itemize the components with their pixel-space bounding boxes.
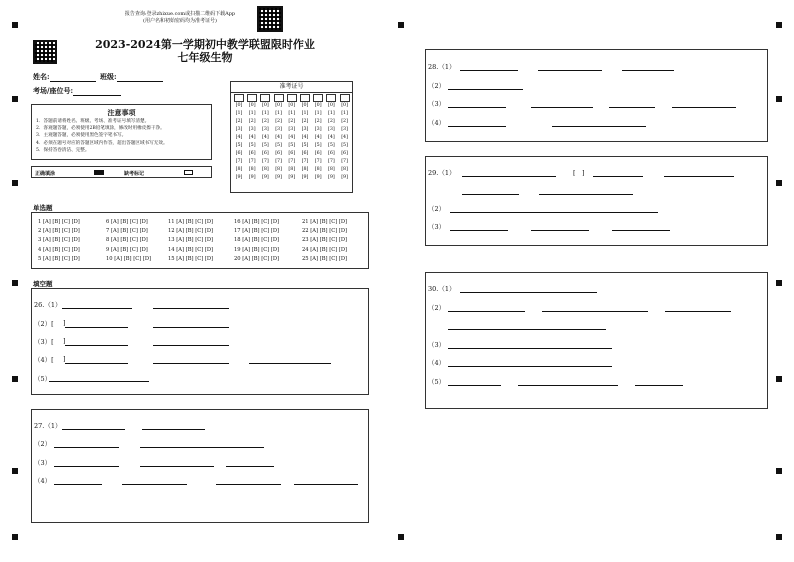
answer-line[interactable]	[249, 363, 331, 364]
exam-number-bubble[interactable]: [1]	[327, 111, 335, 116]
report-notice	[110, 11, 250, 24]
exam-number-column	[260, 94, 270, 182]
choice-question[interactable]: 5 [A] [B] [C] [D]	[38, 255, 80, 262]
exam-number-bubble[interactable]: [3]	[314, 127, 322, 132]
answer-line[interactable]	[226, 466, 274, 467]
exam-number-bubble[interactable]: [7]	[327, 159, 335, 164]
timing-mark	[398, 22, 404, 28]
answer-line[interactable]	[538, 70, 602, 71]
name-line[interactable]	[50, 81, 96, 82]
exam-number-digit-box[interactable]	[247, 94, 257, 102]
answer-line[interactable]	[54, 484, 102, 485]
answer-line[interactable]	[612, 230, 670, 231]
fill-legend	[31, 166, 212, 178]
q27-part3-label: （3）	[34, 459, 52, 467]
attention-item: 1．答题前请将姓名、班级、考场、准考证号填写清楚。	[36, 119, 150, 124]
exam-number-bubble[interactable]: [9]	[301, 175, 309, 180]
timing-mark	[776, 180, 782, 186]
exam-number-column	[326, 94, 336, 182]
exam-number-bubble[interactable]: [2]	[327, 119, 335, 124]
answer-line[interactable]	[140, 466, 214, 467]
choice-question[interactable]: 2 [A] [B] [C] [D]	[38, 228, 80, 235]
exam-number-bubble[interactable]: [1]	[261, 111, 269, 116]
exam-number-bubble[interactable]: [1]	[301, 111, 309, 116]
answer-line[interactable]	[664, 176, 734, 177]
answer-line[interactable]	[531, 230, 589, 231]
exam-number-column	[340, 94, 350, 182]
title-line1: 2023-2024第一学期初中教学联盟限时作业	[95, 38, 315, 51]
answer-line[interactable]	[142, 429, 205, 430]
exam-number-bubble[interactable]: [8]	[341, 167, 348, 172]
q26-part2-label: （2）[	[34, 320, 54, 328]
q26-part1-label: 26.（1）	[34, 301, 62, 309]
exam-number-bubble[interactable]: [2]	[261, 119, 269, 124]
choice-question[interactable]: 17 [A] [B] [C] [D]	[234, 228, 280, 235]
page-title	[90, 38, 320, 64]
exam-number-bubble[interactable]: [6]	[314, 151, 322, 156]
choice-question[interactable]: 3 [A] [B] [C] [D]	[38, 237, 80, 244]
timing-mark	[776, 22, 782, 28]
answer-line[interactable]	[62, 429, 125, 430]
exam-number-bubble[interactable]: [5]	[288, 143, 296, 148]
answer-line[interactable]	[153, 363, 229, 364]
exam-number-digit-box[interactable]	[274, 94, 284, 102]
timing-mark	[12, 468, 18, 474]
exam-number-bubble[interactable]: [4]	[301, 135, 309, 140]
exam-number-bubble[interactable]: [2]	[314, 119, 322, 124]
choice-question[interactable]: 23 [A] [B] [C] [D]	[302, 237, 348, 244]
timing-mark	[12, 22, 18, 28]
question-30-box	[425, 272, 768, 409]
answer-line[interactable]	[672, 107, 736, 108]
answer-line[interactable]	[140, 447, 264, 448]
choice-question[interactable]: 25 [A] [B] [C] [D]	[302, 255, 348, 262]
exam-number-bubble[interactable]: [5]	[341, 143, 348, 148]
exam-number-bubble[interactable]: [3]	[288, 127, 296, 132]
exam-number-bubble[interactable]: [7]	[288, 159, 296, 164]
seat-field[interactable]	[33, 86, 121, 96]
q27-part4-label: （4）	[34, 477, 52, 485]
answer-line[interactable]	[65, 363, 128, 364]
exam-number-column	[247, 94, 257, 182]
exam-number-bubble[interactable]: [9]	[314, 175, 322, 180]
exam-number-bubble[interactable]: [3]	[327, 127, 335, 132]
q26-part2-bracket: ]	[63, 319, 66, 327]
exam-number-bubble[interactable]: [4]	[261, 135, 269, 140]
choice-question[interactable]: 4 [A] [B] [C] [D]	[38, 246, 80, 253]
exam-number-bubble[interactable]: [8]	[248, 167, 256, 172]
timing-mark	[776, 534, 782, 540]
question-26-box	[31, 288, 369, 395]
report-notice-line1: 报告查询:登录zhixue.com或扫描二维码下载App	[124, 11, 236, 17]
timing-mark	[12, 96, 18, 102]
exam-number-bubble[interactable]: [6]	[341, 151, 348, 156]
answer-line[interactable]	[448, 385, 501, 386]
exam-number-bubble[interactable]: [0]	[261, 103, 269, 108]
choice-question[interactable]: 12 [A] [B] [C] [D]	[168, 228, 214, 235]
exam-number-bubble[interactable]: [0]	[327, 103, 335, 108]
exam-number-bubble[interactable]: [8]	[235, 167, 243, 172]
q28-part4-label: （4）	[428, 119, 446, 127]
exam-number-bubble[interactable]: [1]	[288, 111, 296, 116]
q26-part5-label: （5）	[34, 375, 52, 383]
timing-mark	[776, 468, 782, 474]
exam-number-bubble[interactable]: [3]	[235, 127, 243, 132]
q30-part1-label: 30.（1）	[428, 285, 456, 293]
exam-number-column	[300, 94, 310, 182]
choice-question[interactable]: 24 [A] [B] [C] [D]	[302, 246, 348, 253]
exam-number-bubble[interactable]: [1]	[248, 111, 256, 116]
exam-number-bubble[interactable]: [6]	[235, 151, 243, 156]
class-line[interactable]	[117, 81, 163, 82]
exam-number-bubble[interactable]: [5]	[327, 143, 335, 148]
choice-question[interactable]: 9 [A] [B] [C] [D]	[106, 246, 148, 253]
attention-item: 3．主观题答题，必须使用黑色签字笔书写。	[36, 133, 127, 139]
attention-item: 5．保持答卷清洁、完整。	[36, 147, 90, 153]
answer-line[interactable]	[448, 311, 525, 312]
name-field[interactable]	[33, 72, 163, 82]
exam-number-bubble[interactable]: [9]	[341, 175, 348, 180]
exam-number-bubble[interactable]: [0]	[235, 103, 243, 108]
fill-blank-label: 填空题	[33, 280, 53, 288]
exam-number-bubble[interactable]: [7]	[261, 159, 269, 164]
exam-number-bubble[interactable]: [2]	[275, 119, 282, 124]
exam-number-bubble[interactable]: [4]	[288, 135, 296, 140]
exam-number-bubble[interactable]: [5]	[314, 143, 322, 148]
exam-number-digit-box[interactable]	[340, 94, 350, 102]
answer-line[interactable]	[448, 89, 523, 90]
exam-number-column	[234, 94, 244, 182]
timing-mark	[12, 280, 18, 286]
exam-number-digit-box[interactable]	[260, 94, 270, 102]
question-29-box	[425, 156, 768, 246]
exam-number-column	[313, 94, 323, 182]
answer-line[interactable]	[552, 126, 646, 127]
q26-part3-bracket: ]	[63, 337, 66, 345]
timing-mark	[12, 180, 18, 186]
choice-question[interactable]: 16 [A] [B] [C] [D]	[234, 219, 280, 225]
exam-number-bubble[interactable]: [7]	[275, 159, 282, 164]
answer-line[interactable]	[622, 70, 674, 71]
single-choice-label: 单选题	[33, 204, 53, 212]
question-27-box	[31, 409, 369, 523]
q28-part1-label: 28.（1）	[428, 63, 456, 71]
absent-mark-label: 缺考标记	[124, 171, 145, 177]
correct-fill-label: 正确填涂	[35, 171, 56, 177]
choice-question[interactable]: 14 [A] [B] [C] [D]	[168, 246, 214, 253]
exam-number-bubble[interactable]: [8]	[301, 167, 309, 172]
attention-item: 2．客观题答题，必须使用2B铅笔填涂，修改时用橡皮擦干净。	[36, 126, 165, 132]
choice-question[interactable]: 18 [A] [B] [C] [D]	[234, 237, 280, 244]
exam-number-bubble[interactable]: [3]	[275, 127, 282, 132]
exam-number-bubble[interactable]: [7]	[341, 159, 348, 164]
exam-number-bubble[interactable]: [0]	[301, 103, 309, 108]
correct-fill-sample	[94, 170, 104, 175]
app-qr-code	[257, 6, 283, 32]
q30-part4-label: （4）	[428, 359, 446, 367]
timing-mark	[398, 534, 404, 540]
exam-number-digit-box[interactable]	[313, 94, 323, 102]
q30-part3-label: （3）	[428, 341, 446, 349]
exam-number-bubble[interactable]: [6]	[248, 151, 256, 156]
choice-question[interactable]: 13 [A] [B] [C] [D]	[168, 237, 214, 244]
exam-number-bubble[interactable]: [8]	[314, 167, 322, 172]
exam-number-bubble[interactable]: [1]	[341, 111, 348, 116]
q26-part4-bracket: ]	[63, 355, 66, 363]
exam-number-bubble[interactable]: [9]	[248, 175, 256, 180]
title-line2: 七年级生物	[177, 51, 233, 64]
answer-line[interactable]	[448, 348, 612, 349]
exam-number-bubble[interactable]: [8]	[275, 167, 282, 172]
exam-number-bubble[interactable]: [0]	[275, 103, 282, 108]
exam-number-bubble[interactable]: [5]	[248, 143, 256, 148]
exam-number-column	[274, 94, 284, 182]
answer-line[interactable]	[49, 381, 149, 382]
exam-number-digit-box[interactable]	[287, 94, 297, 102]
answer-line[interactable]	[216, 484, 281, 485]
exam-number-digit-box[interactable]	[326, 94, 336, 102]
answer-line[interactable]	[153, 345, 229, 346]
exam-number-bubble[interactable]: [9]	[327, 175, 335, 180]
answer-line[interactable]	[54, 447, 119, 448]
q26-part3-label: （3）[	[34, 338, 54, 346]
exam-number-bubble[interactable]: [2]	[288, 119, 296, 124]
exam-number-bubble[interactable]: [3]	[248, 127, 256, 132]
choice-question[interactable]: 11 [A] [B] [C] [D]	[168, 219, 214, 225]
seat-line[interactable]	[73, 95, 121, 96]
exam-number-bubble[interactable]: [4]	[341, 135, 348, 140]
exam-number-bubble[interactable]: [6]	[275, 151, 282, 156]
choice-question[interactable]: 19 [A] [B] [C] [D]	[234, 246, 280, 253]
answer-line[interactable]	[448, 107, 506, 108]
answer-line[interactable]	[531, 107, 593, 108]
exam-number-bubble[interactable]: [1]	[314, 111, 322, 116]
choice-question[interactable]: 20 [A] [B] [C] [D]	[234, 255, 280, 262]
exam-number-bubble[interactable]: [3]	[341, 127, 348, 132]
q27-part1-label: 27.（1）	[34, 422, 62, 430]
answer-line[interactable]	[450, 212, 658, 213]
exam-number-bubble[interactable]: [0]	[288, 103, 296, 108]
q27-part2-label: （2）	[34, 440, 52, 448]
exam-number-bubble[interactable]: [8]	[327, 167, 335, 172]
answer-line[interactable]	[448, 366, 612, 367]
answer-line[interactable]	[122, 484, 187, 485]
exam-number-bubble[interactable]: [5]	[235, 143, 243, 148]
choice-question[interactable]: 22 [A] [B] [C] [D]	[302, 228, 348, 235]
answer-line[interactable]	[62, 308, 132, 309]
seat-label: 考场/座位号:	[33, 86, 74, 95]
name-label: 姓名:	[33, 72, 50, 81]
exam-number-bubble[interactable]: [2]	[341, 119, 348, 124]
exam-number-bubble[interactable]: [7]	[235, 159, 243, 164]
q28-part3-label: （3）	[428, 100, 446, 108]
timing-mark	[776, 96, 782, 102]
exam-number-box	[230, 81, 353, 193]
answer-line[interactable]	[462, 194, 519, 195]
timing-mark	[776, 280, 782, 286]
exam-number-bubble[interactable]: [5]	[301, 143, 309, 148]
answer-line[interactable]	[153, 308, 229, 309]
sheet-qr-code	[33, 40, 57, 64]
exam-number-bubble[interactable]: [2]	[248, 119, 256, 124]
answer-line[interactable]	[65, 345, 128, 346]
exam-number-bubble[interactable]: [3]	[261, 127, 269, 132]
exam-number-bubble[interactable]: [4]	[275, 135, 282, 140]
answer-line[interactable]	[460, 70, 518, 71]
q29-part2-label: （2）	[428, 205, 446, 213]
exam-number-bubble[interactable]: [0]	[341, 103, 348, 108]
exam-number-digit-box[interactable]	[234, 94, 244, 102]
q26-part4-label: （4）[	[34, 356, 54, 364]
single-choice-box	[31, 212, 369, 269]
exam-number-bubble[interactable]: [9]	[235, 175, 243, 180]
answer-line[interactable]	[448, 126, 506, 127]
exam-number-bubble[interactable]: [7]	[314, 159, 322, 164]
answer-line[interactable]	[65, 327, 128, 328]
exam-number-bubble[interactable]: [7]	[248, 159, 256, 164]
answer-line[interactable]	[635, 385, 683, 386]
q30-part2-label: （2）	[428, 304, 446, 312]
exam-number-bubble[interactable]: [5]	[275, 143, 282, 148]
exam-number-bubble[interactable]: [6]	[288, 151, 296, 156]
attention-box	[31, 104, 212, 160]
q30-part5-label: （5）	[428, 378, 446, 386]
attention-title: 注意事项	[107, 108, 136, 117]
choice-question[interactable]: 1 [A] [B] [C] [D]	[38, 219, 80, 225]
choice-question[interactable]: 10 [A] [B] [C] [D]	[106, 255, 152, 262]
answer-line[interactable]	[518, 385, 618, 386]
choice-question[interactable]: 15 [A] [B] [C] [D]	[168, 255, 214, 262]
answer-line[interactable]	[294, 484, 358, 485]
answer-line[interactable]	[542, 311, 648, 312]
exam-number-bubble[interactable]: [4]	[235, 135, 243, 140]
exam-number-digit-box[interactable]	[300, 94, 310, 102]
choice-question[interactable]: 7 [A] [B] [C] [D]	[106, 228, 148, 235]
exam-number-bubble[interactable]: [4]	[248, 135, 256, 140]
timing-mark	[12, 534, 18, 540]
exam-number-bubble[interactable]: [4]	[314, 135, 322, 140]
choice-question[interactable]: 8 [A] [B] [C] [D]	[106, 237, 148, 244]
exam-number-bubble[interactable]: [9]	[288, 175, 296, 180]
timing-mark	[776, 376, 782, 382]
answer-line[interactable]	[153, 327, 229, 328]
exam-number-bubble[interactable]: [9]	[261, 175, 269, 180]
exam-number-bubble[interactable]: [3]	[301, 127, 309, 132]
report-notice-line2: (用户名和初始密码均为准考证号)	[143, 17, 217, 24]
class-label: 班级:	[100, 72, 117, 81]
q29-bracket: [ ]	[573, 169, 585, 177]
exam-number-bubble[interactable]: [4]	[327, 135, 335, 140]
exam-number-bubble[interactable]: [6]	[261, 151, 269, 156]
answer-line[interactable]	[54, 466, 119, 467]
exam-number-bubble[interactable]: [2]	[301, 119, 309, 124]
exam-number-bubble[interactable]: [9]	[275, 175, 282, 180]
question-28-box	[425, 49, 768, 142]
answer-line[interactable]	[450, 230, 508, 231]
exam-number-bubble[interactable]: [7]	[301, 159, 309, 164]
exam-number-column	[287, 94, 297, 182]
answer-line[interactable]	[539, 194, 633, 195]
exam-number-bubble[interactable]: [1]	[235, 111, 243, 116]
answer-line[interactable]	[593, 176, 643, 177]
answer-line[interactable]	[460, 292, 597, 293]
timing-mark	[12, 376, 18, 382]
attention-item: 4．必须在题号对应的答题区域内作答，超出答题区域书写无效。	[36, 140, 168, 146]
q29-part1-label: 29.（1）	[428, 169, 456, 177]
answer-line[interactable]	[609, 107, 655, 108]
answer-line[interactable]	[462, 176, 556, 177]
answer-line[interactable]	[448, 329, 606, 330]
answer-line[interactable]	[665, 311, 731, 312]
exam-number-bubble[interactable]: [1]	[275, 111, 282, 116]
exam-number-bubble[interactable]: [6]	[327, 151, 335, 156]
choice-question[interactable]: 6 [A] [B] [C] [D]	[106, 219, 148, 225]
exam-number-bubble[interactable]: [0]	[248, 103, 256, 108]
exam-number-bubble[interactable]: [0]	[314, 103, 322, 108]
q28-part2-label: （2）	[428, 82, 446, 90]
choice-question[interactable]: 21 [A] [B] [C] [D]	[302, 219, 348, 225]
exam-number-bubble[interactable]: [2]	[235, 119, 243, 124]
absent-mark-box[interactable]	[184, 170, 193, 175]
q29-part3-label: （3）	[428, 223, 446, 231]
exam-number-bubble[interactable]: [8]	[288, 167, 296, 172]
exam-number-bubble[interactable]: [6]	[301, 151, 309, 156]
exam-number-bubble[interactable]: [5]	[261, 143, 269, 148]
exam-number-bubble[interactable]: [8]	[261, 167, 269, 172]
exam-number-title: 准考证号	[231, 82, 352, 93]
